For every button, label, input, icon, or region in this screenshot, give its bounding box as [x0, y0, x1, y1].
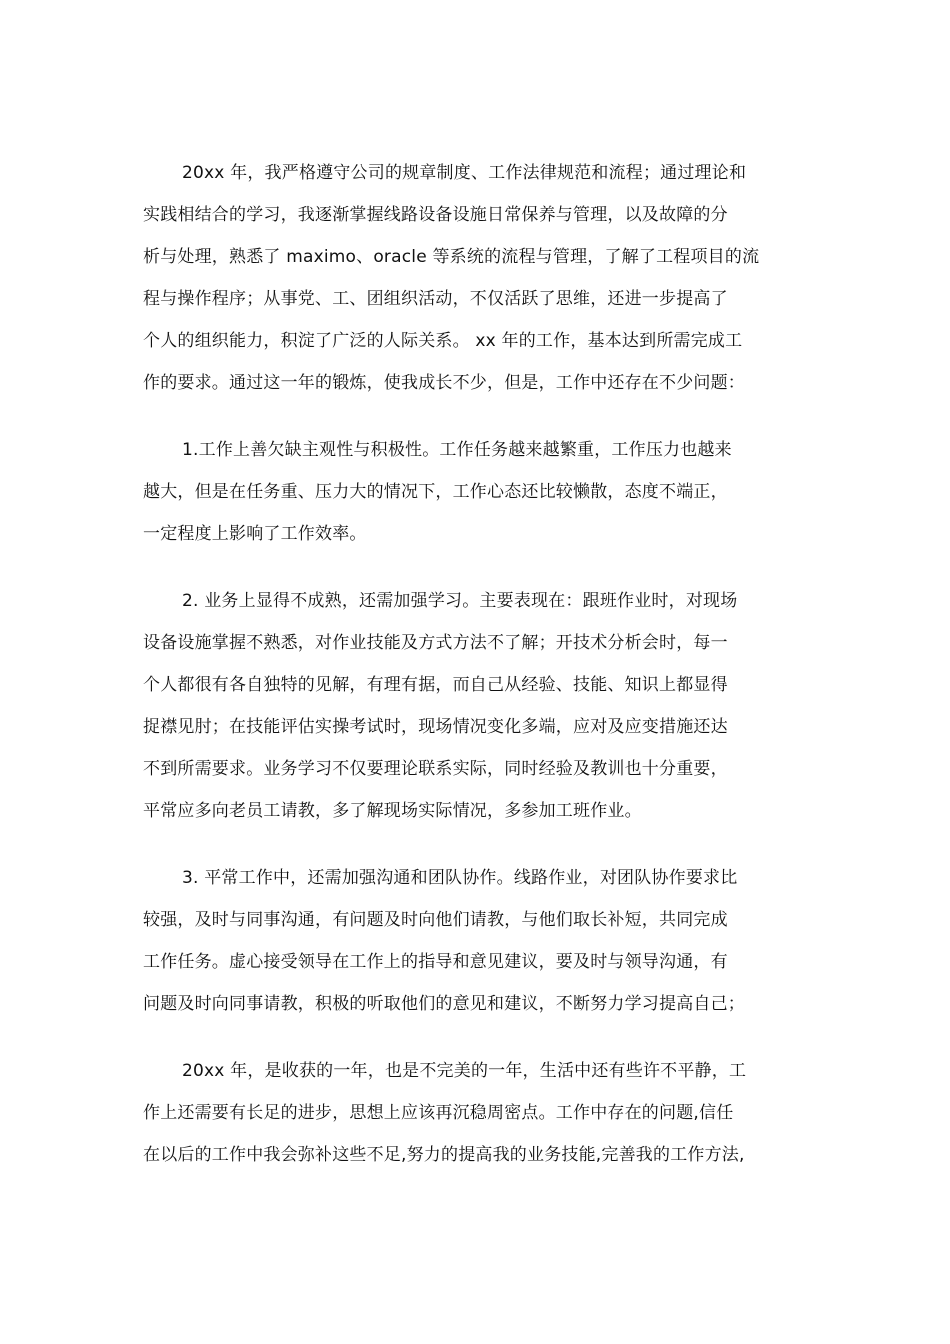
text-line: 平常应多向老员工请教，多了解现场实际情况，多参加工班作业。 — [143, 801, 642, 821]
paragraph-conclusion — [143, 1050, 813, 1176]
paragraph-point-3 — [143, 857, 813, 1025]
paragraph-spacer — [143, 404, 813, 429]
text-line: 个人的组织能力，积淀了广泛的人际关系。 xx 年的工作，基本达到所需完成工 — [143, 331, 743, 351]
text-line: 设备设施掌握不熟悉，对作业技能及方式方法不了解；开技术分析会时，每一 — [143, 633, 728, 653]
text-line: 程与操作程序；从事党、工、团组织活动，不仅活跃了思维，还进一步提高了 — [143, 289, 728, 309]
document-body — [143, 152, 813, 1176]
text-line: 析与处理，熟悉了 maximo、oracle 等系统的流程与管理，了解了工程项目的流 — [143, 247, 760, 267]
paragraph-point-1 — [143, 429, 813, 555]
text-line: 捉襟见肘；在技能评估实操考试时，现场情况变化多端，应对及应变措施还达 — [143, 717, 728, 737]
text-line: 不到所需要求。业务学习不仅要理论联系实际，同时经验及教训也十分重要， — [143, 759, 728, 779]
paragraph-point-2 — [143, 580, 813, 832]
text-line: 问题及时向同事请教，积极的听取他们的意见和建议，不断努力学习提高自己； — [143, 994, 745, 1014]
paragraph-summary — [143, 152, 813, 404]
paragraph-spacer — [143, 555, 813, 580]
text-line: 20xx 年，是收获的一年，也是不完美的一年，生活中还有些许不平静，工 — [182, 1061, 747, 1081]
text-line: 20xx 年，我严格遵守公司的规章制度、工作法律规范和流程；通过理论和 — [182, 163, 747, 183]
text-line: 1.工作上善欠缺主观性与积极性。工作任务越来越繁重，工作压力也越来 — [182, 440, 732, 460]
text-line: 一定程度上影响了工作效率。 — [143, 524, 367, 544]
text-line: 工作任务。虚心接受领导在工作上的指导和意见建议，要及时与领导沟通，有 — [143, 952, 728, 972]
text-line: 3. 平常工作中，还需加强沟通和团队协作。线路作业，对团队协作要求比 — [182, 868, 738, 888]
text-line: 在以后的工作中我会弥补这些不足,努力的提高我的业务技能,完善我的工作方法, — [143, 1145, 745, 1165]
text-line: 2. 业务上显得不成熟，还需加强学习。主要表现在：跟班作业时，对现场 — [182, 591, 738, 611]
text-line: 实践相结合的学习，我逐渐掌握线路设备设施日常保养与管理，以及故障的分 — [143, 205, 728, 225]
paragraph-spacer — [143, 1025, 813, 1050]
text-line: 较强，及时与同事沟通，有问题及时向他们请教，与他们取长补短，共同完成 — [143, 910, 728, 930]
text-line: 个人都很有各自独特的见解，有理有据，而自己从经验、技能、知识上都显得 — [143, 675, 728, 695]
paragraph-spacer — [143, 832, 813, 857]
text-line: 作上还需要有长足的进步，思想上应该再沉稳周密点。工作中存在的问题,信任 — [143, 1103, 734, 1123]
text-line: 作的要求。通过这一年的锻炼，使我成长不少，但是，工作中还存在不少问题： — [143, 373, 745, 393]
text-line: 越大，但是在任务重、压力大的情况下，工作心态还比较懒散，态度不端正， — [143, 482, 728, 502]
